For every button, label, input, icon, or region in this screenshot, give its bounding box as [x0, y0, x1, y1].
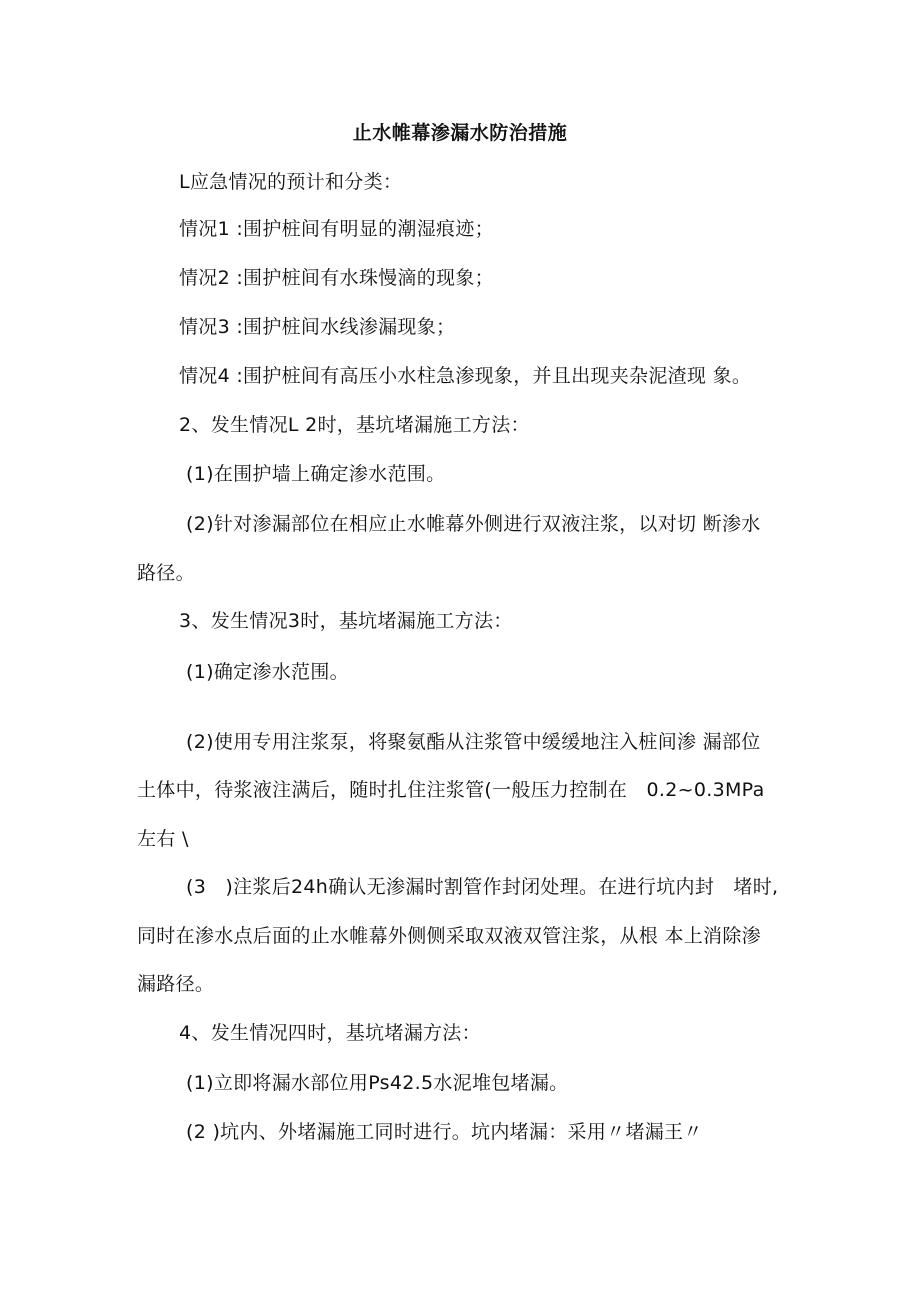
- paragraph-line: 情况4 :围护桩间有高压小水柱急渗现象，并且出现夹杂泥渣现 象。: [179, 365, 752, 387]
- paragraph-line: (2 )坑内、外堵漏施工同时进行。坑内堵漏：采用〃堵漏王〃: [186, 1121, 703, 1143]
- paragraph-line: (2)针对渗漏部位在相应止水帷幕外侧进行双液注浆，以对切 断渗水: [186, 513, 761, 535]
- paragraph-line: (1)立即将漏水部位用Ps42.5水泥堆包堵漏。: [186, 1072, 569, 1094]
- paragraph-line: 4、发生情况四时，基坑堵漏方法：: [179, 1022, 481, 1044]
- paragraph-line: (1)确定渗水范围。: [186, 661, 349, 683]
- paragraph-line: 情况3 :围护桩间水线渗漏现象；: [179, 316, 456, 338]
- paragraph-line: 同时在渗水点后面的止水帷幕外侧侧采取双液双管注浆，从根 本上消除渗: [137, 925, 761, 947]
- paragraph-line: 2、发生情况L 2时，基坑堵漏施工方法：: [179, 414, 530, 436]
- paragraph-line: (2)使用专用注浆泵，将聚氨酯从注浆管中缓缓地注入桩间渗 漏部位: [186, 731, 761, 753]
- paragraph-line: 情况2 :围护桩间有水珠慢滴的现象；: [179, 267, 494, 289]
- paragraph-line: 土体中，待浆液注满后，随时扎住注浆管(一般压力控制在 0.2~0.3MPa: [137, 779, 765, 801]
- paragraph-line: 情况1 :围护桩间有明显的潮湿痕迹；: [179, 218, 494, 240]
- page-title: 止水帷幕渗漏水防治措施: [352, 122, 568, 144]
- paragraph-line: 漏路径。: [137, 973, 215, 995]
- paragraph-line: (3 )注浆后24h确认无渗漏时割管作封闭处理。在进行坑内封 堵时,: [186, 876, 779, 898]
- paragraph-line: (1)在围护墙上确定渗水范围。: [186, 463, 446, 485]
- paragraph-line: 3、发生情况3时，基坑堵漏施工方法：: [179, 610, 513, 632]
- paragraph-line: L应急情况的预计和分类：: [179, 171, 403, 193]
- paragraph-line: 左右 \: [137, 828, 189, 850]
- paragraph-line: 路径。: [137, 562, 195, 584]
